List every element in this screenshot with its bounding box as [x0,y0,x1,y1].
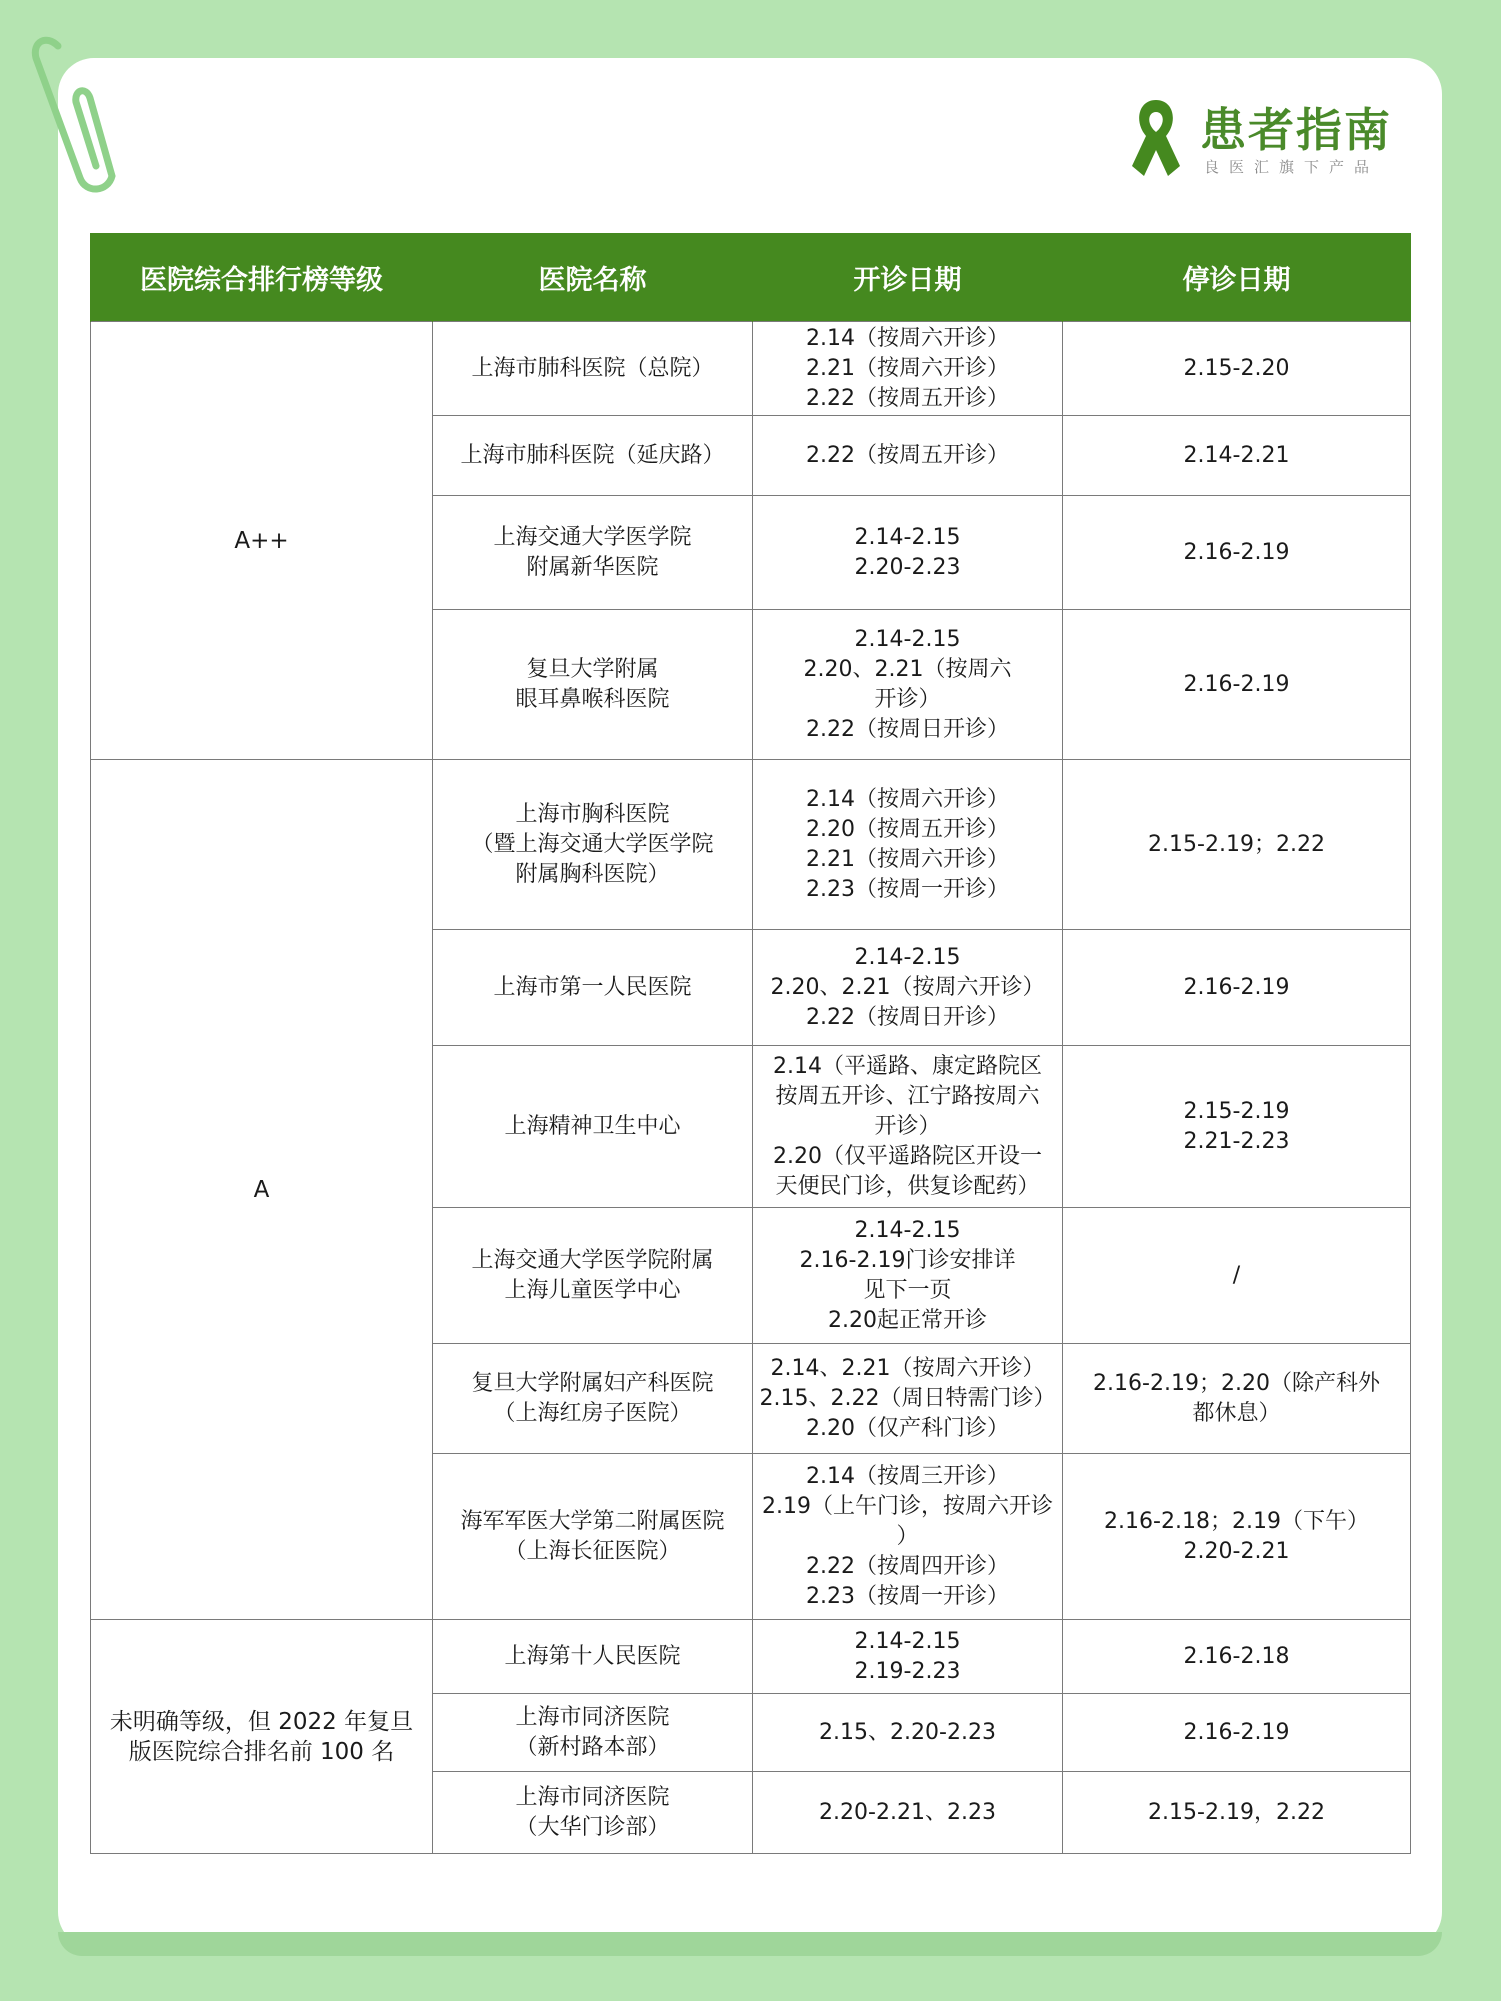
open-date-cell: 2.14-2.15 2.20、2.21（按周六开诊） 2.22（按周日开诊） [753,930,1063,1046]
open-date-cell: 2.14（按周三开诊） 2.19（上午门诊，按周六开诊 ） 2.22（按周四开诊） 2.23（按周一开诊） [753,1454,1063,1620]
hospital-schedule-table [90,233,1411,1854]
close-date-cell: 2.16-2.19；2.20（除产科外 都休息） [1063,1344,1411,1454]
table-row [91,322,1411,416]
tier-cell: A++ [91,322,433,760]
close-date-cell: 2.16-2.19 [1063,1694,1411,1772]
brand-subtitle: 良医汇旗下产品 [1204,158,1380,176]
close-date-cell: / [1063,1208,1411,1344]
hospital-name-cell: 上海交通大学医学院附属 上海儿童医学中心 [433,1208,753,1344]
close-date-cell: 2.14-2.21 [1063,416,1411,496]
hospital-name-cell: 上海市同济医院 （新村路本部） [433,1694,753,1772]
close-date-cell: 2.15-2.19 2.21-2.23 [1063,1046,1411,1208]
close-date-cell: 2.15-2.19；2.22 [1063,760,1411,930]
close-date-cell: 2.15-2.20 [1063,322,1411,416]
hospital-name-cell: 上海精神卫生中心 [433,1046,753,1208]
hospital-name-cell: 上海市胸科医院 （暨上海交通大学医学院 附属胸科医院） [433,760,753,930]
header-open-date: 开诊日期 [753,233,1063,322]
table-row [91,760,1411,930]
table-row [91,1620,1411,1694]
paperclip-icon [28,28,138,198]
open-date-cell: 2.14（按周六开诊） 2.21（按周六开诊） 2.22（按周五开诊） [753,322,1063,416]
brand-logo [1128,94,1398,184]
tier-cell: 未明确等级，但 2022 年复旦 版医院综合排名前 100 名 [91,1620,433,1854]
close-date-cell: 2.16-2.19 [1063,610,1411,760]
close-date-cell: 2.16-2.18 [1063,1620,1411,1694]
open-date-cell: 2.14（平遥路、康定路院区 按周五开诊、江宁路按周六 开诊） 2.20（仅平遥路院区开设一 天便民门诊，供复诊配药） [753,1046,1063,1208]
hospital-name-cell: 复旦大学附属妇产科医院 （上海红房子医院） [433,1344,753,1454]
open-date-cell: 2.20-2.21、2.23 [753,1772,1063,1854]
open-date-cell: 2.14（按周六开诊） 2.20（按周五开诊） 2.21（按周六开诊） 2.23（按周一开诊） [753,760,1063,930]
hospital-name-cell: 上海第十人民医院 [433,1620,753,1694]
header-hospital-name: 医院名称 [433,233,753,322]
open-date-cell: 2.22（按周五开诊） [753,416,1063,496]
open-date-cell: 2.14-2.15 2.20、2.21（按周六 开诊） 2.22（按周日开诊） [753,610,1063,760]
hospital-name-cell: 上海交通大学医学院 附属新华医院 [433,496,753,610]
hospital-name-cell: 上海市第一人民医院 [433,930,753,1046]
close-date-cell: 2.15-2.19，2.22 [1063,1772,1411,1854]
hospital-name-cell: 上海市肺科医院（总院） [433,322,753,416]
tier-cell: A [91,760,433,1620]
open-date-cell: 2.14、2.21（按周六开诊） 2.15、2.22（周日特需门诊） 2.20（仅产科门诊） [753,1344,1063,1454]
header-close-date: 停诊日期 [1063,233,1411,322]
open-date-cell: 2.14-2.15 2.16-2.19门诊安排详 见下一页 2.20起正常开诊 [753,1208,1063,1344]
hospital-name-cell: 上海市同济医院 （大华门诊部） [433,1772,753,1854]
close-date-cell: 2.16-2.19 [1063,930,1411,1046]
card-shadow [58,1932,1442,1956]
close-date-cell: 2.16-2.19 [1063,496,1411,610]
open-date-cell: 2.15、2.20-2.23 [753,1694,1063,1772]
table-header-row [91,233,1411,322]
brand-title: 患者指南 [1200,103,1392,157]
hospital-name-cell: 上海市肺科医院（延庆路） [433,416,753,496]
open-date-cell: 2.14-2.15 2.20-2.23 [753,496,1063,610]
hospital-name-cell: 海军军医大学第二附属医院 （上海长征医院） [433,1454,753,1620]
hospital-name-cell: 复旦大学附属 眼耳鼻喉科医院 [433,610,753,760]
header-tier: 医院综合排行榜等级 [91,233,433,322]
close-date-cell: 2.16-2.18；2.19（下午） 2.20-2.21 [1063,1454,1411,1620]
ribbon-logo-icon [1128,96,1184,180]
open-date-cell: 2.14-2.15 2.19-2.23 [753,1620,1063,1694]
